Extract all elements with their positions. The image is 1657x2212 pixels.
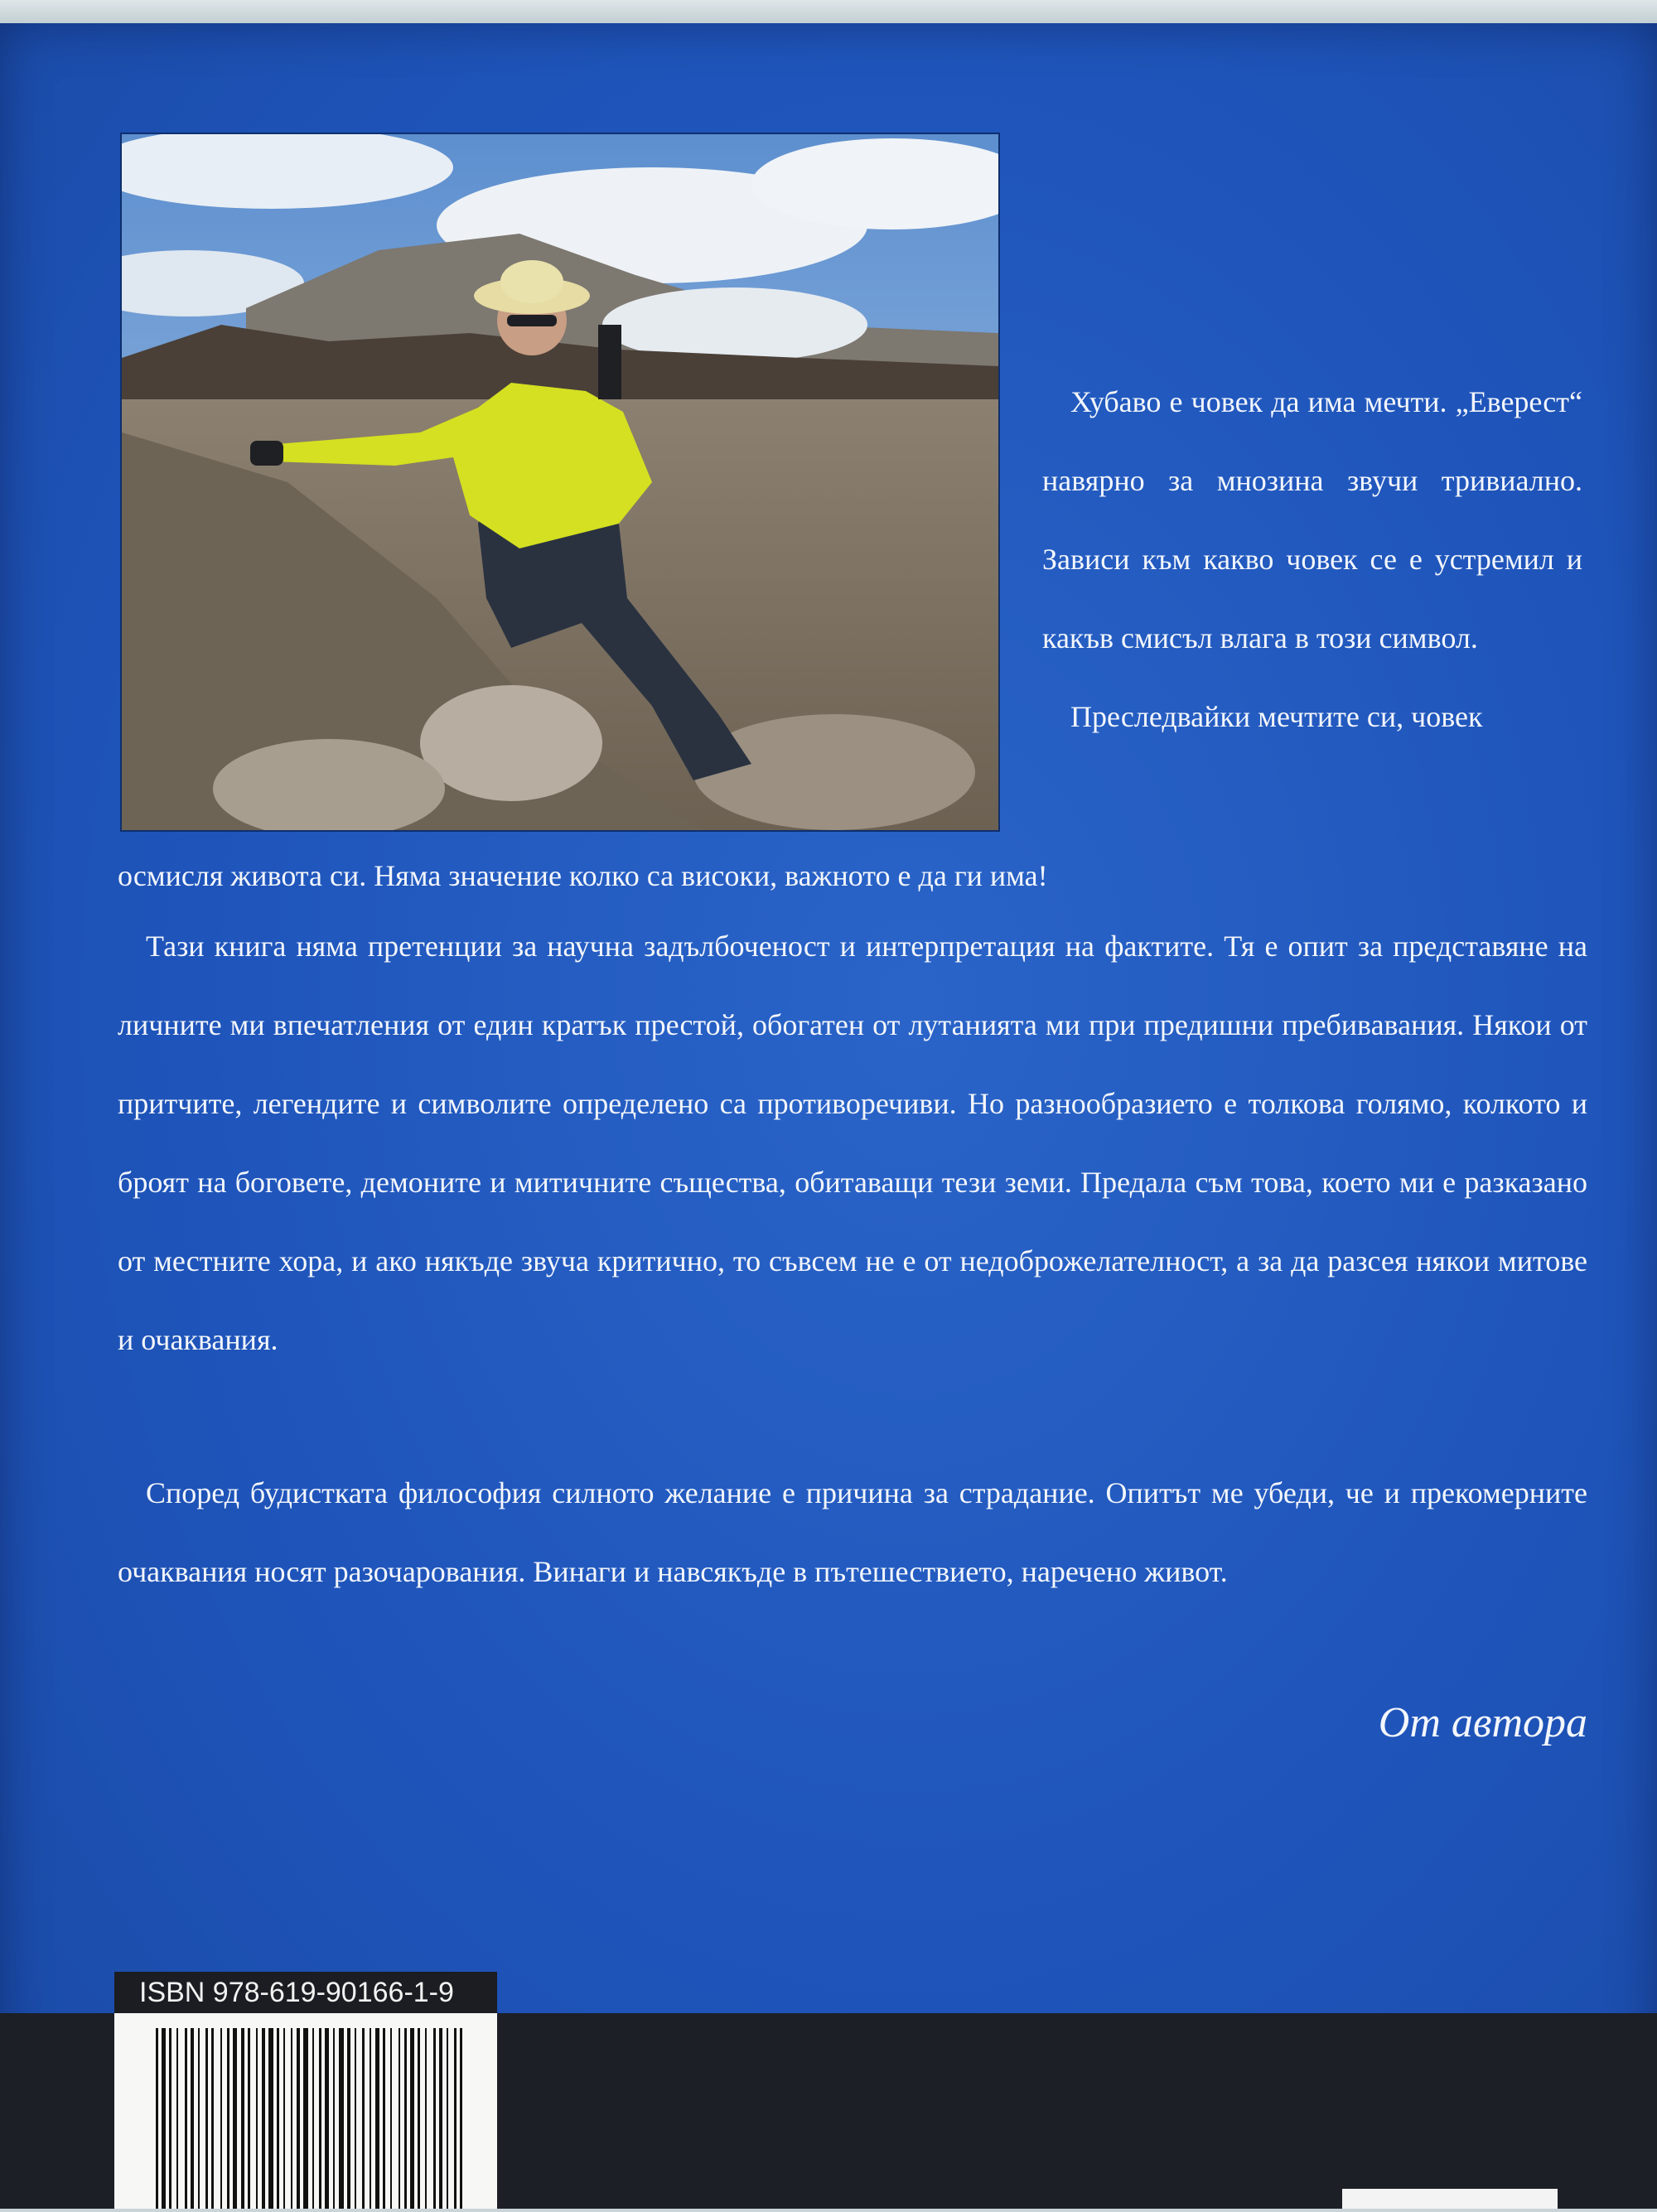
barcode-bar <box>410 2028 414 2209</box>
barcode-bar <box>233 2028 237 2209</box>
barcode-bar <box>425 2028 427 2209</box>
barcode-bar <box>169 2028 171 2209</box>
barcode-bar <box>312 2028 314 2209</box>
barcode-bar <box>176 2028 178 2209</box>
photo-illustration <box>122 134 998 830</box>
barcode-bar <box>447 2028 448 2209</box>
barcode-bar <box>418 2028 420 2209</box>
barcode-bar <box>460 2028 462 2209</box>
barcode-bar <box>390 2028 392 2209</box>
barcode-bar <box>211 2028 214 2209</box>
intro-paragraph-continued: осмисля живота си. Няма значение колко са високи, важното е да ги има! <box>118 859 1048 892</box>
barcode-bar <box>355 2028 356 2209</box>
publisher-logo-fragment <box>1342 2189 1558 2209</box>
isbn-label: ISBN 978-619-90166-1-9 <box>114 1972 497 2013</box>
barcode-bar <box>241 2028 244 2209</box>
barcode-bar <box>370 2028 371 2209</box>
barcode-bar <box>162 2028 166 2209</box>
barcode-bar <box>205 2028 208 2209</box>
barcode-bar <box>319 2028 321 2209</box>
barcode-bar <box>185 2028 187 2209</box>
intro-text-column <box>1042 363 1582 756</box>
barcode-bar <box>325 2028 329 2209</box>
barcode-bar <box>439 2028 442 2209</box>
barcode-bar <box>404 2028 407 2209</box>
barcode-bar <box>191 2028 194 2209</box>
intro-paragraph-start: Преследвайки мечтите си, човек <box>1070 700 1483 733</box>
barcode-bar <box>268 2028 273 2209</box>
barcode-bar <box>375 2028 379 2209</box>
barcode-bar <box>433 2028 436 2209</box>
barcode-bar <box>297 2028 300 2209</box>
barcode-bar <box>303 2028 308 2209</box>
barcode-bar <box>362 2028 365 2209</box>
barcode-bar <box>198 2028 200 2209</box>
barcode-bar <box>248 2028 250 2209</box>
barcode-bar <box>454 2028 457 2209</box>
barcode-bar <box>220 2028 222 2209</box>
body-paragraph-3: Според будистката философия силното желание е причина за страдание. Опитът ме убеди, че и прекомерните очаквания носят разочарования. Винаги и навсякъде в пътешествието, наречено живот. <box>118 1476 1587 1588</box>
cover-photo-climber <box>120 133 1000 832</box>
barcode-bar <box>291 2028 292 2209</box>
barcode-bar <box>383 2028 385 2209</box>
barcode-bar <box>399 2028 400 2209</box>
body-paragraph-2: Тази книга няма претенции за научна задълбоченост и интерпретация на фактите. Тя е опит за представяне на личните ми впечатления от един кратък престой, обогатен от лутанията ми при предишни пребивавания. Някои от притчите, легендите и символите определено са противоречиви. Но разнообразието е толкова голямо, колкото и броят на боговете, демоните и митичните същества, обитаващи тези земи. Предала съм това, което ми е разказано от местните хора, и ако някъде звуча критично, то съвсем не е от недоброжелателност, а за да разсея някои митове и очаквания. <box>118 930 1587 1356</box>
barcode-bar <box>262 2028 265 2209</box>
author-signature: От автора <box>1378 1699 1587 1746</box>
barcode-bar <box>256 2028 258 2209</box>
barcode-bar <box>333 2028 335 2209</box>
barcode-bar <box>227 2028 229 2209</box>
barcode-bar <box>283 2028 285 2209</box>
barcode-bars <box>114 2013 497 2209</box>
barcode-bar <box>339 2028 344 2209</box>
barcode-bar <box>347 2028 350 2209</box>
barcode-bar <box>156 2028 158 2209</box>
barcode <box>114 2013 497 2209</box>
barcode-bar <box>277 2028 279 2209</box>
intro-paragraph: Хубаво е човек да има мечти. „Еверест“ навярно за мнозина звучи тривиално. Зависи към какво човек се е устремил и какъв смисъл влага в този символ. <box>1042 385 1582 654</box>
